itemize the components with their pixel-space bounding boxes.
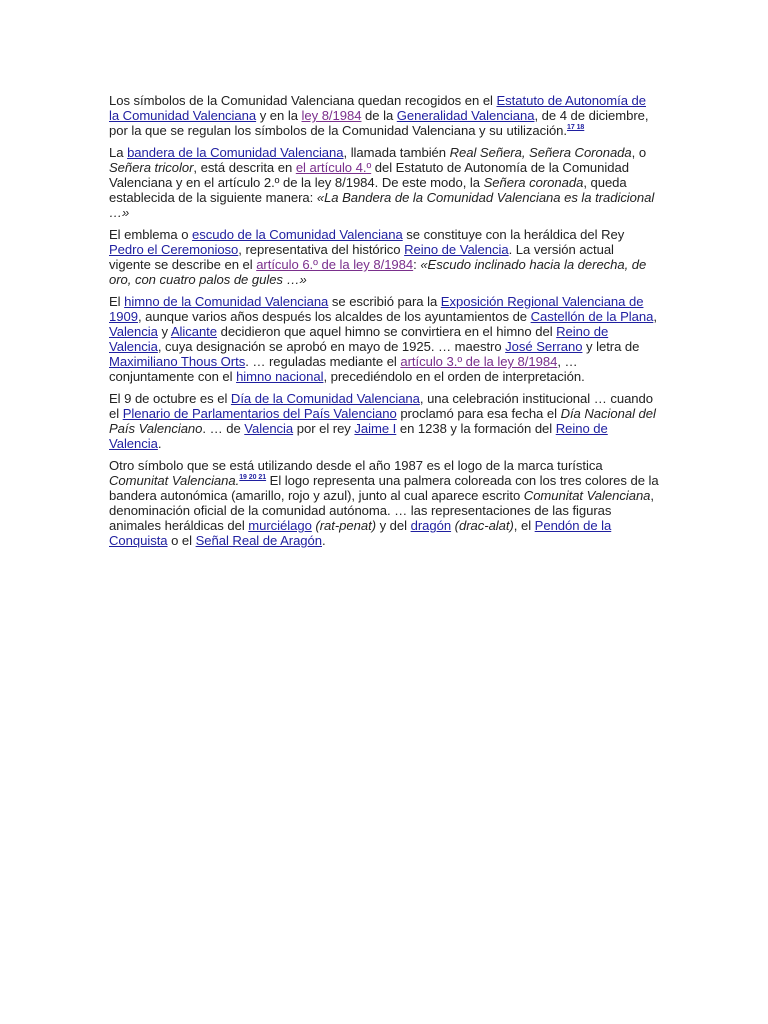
link-pedro-ceremonioso[interactable]: Pedro el Ceremonioso: [109, 242, 239, 257]
body-text: , queda establecida de la siguiente manera:: [109, 175, 627, 205]
body-text: de la: [361, 108, 397, 123]
link-dia-comunidad[interactable]: Día de la Comunidad Valenciana: [230, 391, 420, 406]
paragraph-bandera: [109, 145, 659, 220]
link-articulo-4[interactable]: el artículo 4.º: [295, 160, 372, 175]
body-text: El: [109, 294, 125, 309]
link-reino-valencia-1[interactable]: Reino de Valencia: [404, 242, 509, 257]
link-bandera[interactable]: bandera de la Comunidad Valenciana: [127, 145, 344, 160]
body-text: La: [109, 145, 128, 160]
link-castellon[interactable]: Castellón de la Plana: [530, 309, 654, 324]
italic-text: Día Nacional del País Valenciano: [109, 406, 656, 436]
body-text: del Estatuto de Autonomía de la Comunidad Valenciana y en el artículo 2.º de la ley 8/1984. De este modo, la: [109, 160, 629, 190]
paragraph-intro: [109, 93, 659, 138]
italic-text: Real Señera, Señera Coronada: [449, 145, 632, 160]
italic-text: Comunitat Valenciana.: [109, 473, 240, 488]
body-text: y del: [376, 518, 411, 533]
body-text: .: [322, 533, 326, 548]
body-text: . La versión actual vigente se describe en el: [109, 242, 614, 272]
link-jose-serrano[interactable]: José Serrano: [505, 339, 583, 354]
body-text: , precediéndolo en el orden de interpretación.: [323, 369, 585, 384]
body-text: y en la: [256, 108, 302, 123]
link-jaime-i[interactable]: Jaime I: [354, 421, 397, 436]
ref-17-18[interactable]: 17 18: [567, 124, 585, 131]
body-text: , llamada también: [343, 145, 450, 160]
link-murcielago[interactable]: murciélago: [248, 518, 312, 533]
body-text: se constituye con la heráldica del Rey: [402, 227, 625, 242]
article-body: [109, 93, 659, 555]
body-text: El logo representa una palmera coloreada con los tres colores de la bandera autonómica (amarillo, rojo y azul), junto al cual aparece escrito: [109, 473, 659, 503]
link-alicante[interactable]: Alicante: [170, 324, 217, 339]
body-text: , de 4 de diciembre, por la que se regulan los símbolos de la Comunidad Valenciana y su utilización.: [109, 108, 649, 138]
link-generalidad[interactable]: Generalidad Valenciana: [396, 108, 535, 123]
link-valencia-1[interactable]: Valencia: [109, 324, 158, 339]
body-text: y letra de: [582, 339, 640, 354]
body-text: :: [413, 257, 421, 272]
link-maximiliano-thous[interactable]: Maximiliano Thous Orts: [109, 354, 246, 369]
body-text: .: [157, 436, 162, 451]
body-text: , … conjuntamente con el: [109, 354, 578, 384]
body-text: El emblema o: [109, 227, 193, 242]
body-text: , denominación oficial de la comunidad autónoma. … las representaciones de las figuras animales heráldicas del: [109, 488, 655, 533]
paragraph-escudo: [109, 227, 659, 287]
paragraph-dia-comunidad: [109, 391, 659, 451]
link-reino-valencia-3[interactable]: Reino de Valencia: [109, 421, 608, 451]
link-estatuto[interactable]: Estatuto de Autonomía de la Comunidad Valenciana: [109, 93, 646, 123]
link-senal-real-aragon[interactable]: Señal Real de Aragón: [195, 533, 323, 548]
italic-text: (rat-penat): [315, 518, 376, 533]
body-text: . … reguladas mediante el: [245, 354, 401, 369]
body-text: , está descrita en: [193, 160, 296, 175]
body-text: , representativa del histórico: [238, 242, 405, 257]
ref-19-20-21[interactable]: 19 20 21: [239, 474, 267, 481]
link-valencia-2[interactable]: Valencia: [244, 421, 294, 436]
body-text: , el: [513, 518, 535, 533]
link-reino-valencia-2[interactable]: Reino de Valencia: [109, 324, 609, 354]
italic-text: Señera coronada: [483, 175, 584, 190]
italic-text: Señera tricolor: [109, 160, 194, 175]
italic-text: (drac-alat): [454, 518, 514, 533]
paragraph-otros-simbolos: [109, 458, 659, 548]
italic-text: «Escudo inclinado hacia la derecha, de oro, con cuatro palos de gules …»: [109, 257, 647, 287]
link-dragon[interactable]: dragón: [410, 518, 452, 533]
italic-text: Comunitat Valenciana: [523, 488, 651, 503]
body-text: o el: [167, 533, 196, 548]
body-text: ,: [653, 309, 657, 324]
link-himno[interactable]: himno de la Comunidad Valenciana: [124, 294, 329, 309]
body-text: proclamó para esa fecha el: [396, 406, 561, 421]
paragraph-himno: [109, 294, 659, 384]
body-text: . … de: [202, 421, 245, 436]
body-text: El 9 de octubre es el: [109, 391, 231, 406]
link-plenario[interactable]: Plenario de Parlamentarios del País Valenciano: [122, 406, 397, 421]
body-text: , aunque varios años después los alcaldes de los ayuntamientos de: [137, 309, 531, 324]
link-pendon-conquista[interactable]: Pendón de la Conquista: [109, 518, 612, 548]
link-exposicion-1909[interactable]: Exposición Regional Valenciana de 1909: [109, 294, 644, 324]
body-text: y: [157, 324, 171, 339]
body-text: por el rey: [293, 421, 355, 436]
link-articulo-3[interactable]: artículo 3.º de la ley 8/1984: [400, 354, 558, 369]
body-text: , cuya designación se aprobó en mayo de 1925. … maestro: [157, 339, 506, 354]
italic-text: «La Bandera de la Comunidad Valenciana es la tradicional …»: [109, 190, 655, 220]
link-articulo-6[interactable]: artículo 6.º de la ley 8/1984: [256, 257, 414, 272]
link-escudo[interactable]: escudo de la Comunidad Valenciana: [192, 227, 403, 242]
link-himno-nacional[interactable]: himno nacional: [236, 369, 324, 384]
body-text: , o: [631, 145, 647, 160]
link-ley-8-1984[interactable]: ley 8/1984: [301, 108, 362, 123]
body-text: en 1238 y la formación del: [396, 421, 556, 436]
body-text: Otro símbolo que se está utilizando desde el año 1987 es el logo de la marca turística: [109, 458, 603, 473]
body-text: decidieron que aquel himno se convirtiera en el himno del: [217, 324, 557, 339]
body-text: , una celebración institucional … cuando el: [109, 391, 653, 421]
body-text: Los símbolos de la Comunidad Valenciana quedan recogidos en el: [109, 93, 497, 108]
body-text: se escribió para la: [328, 294, 441, 309]
